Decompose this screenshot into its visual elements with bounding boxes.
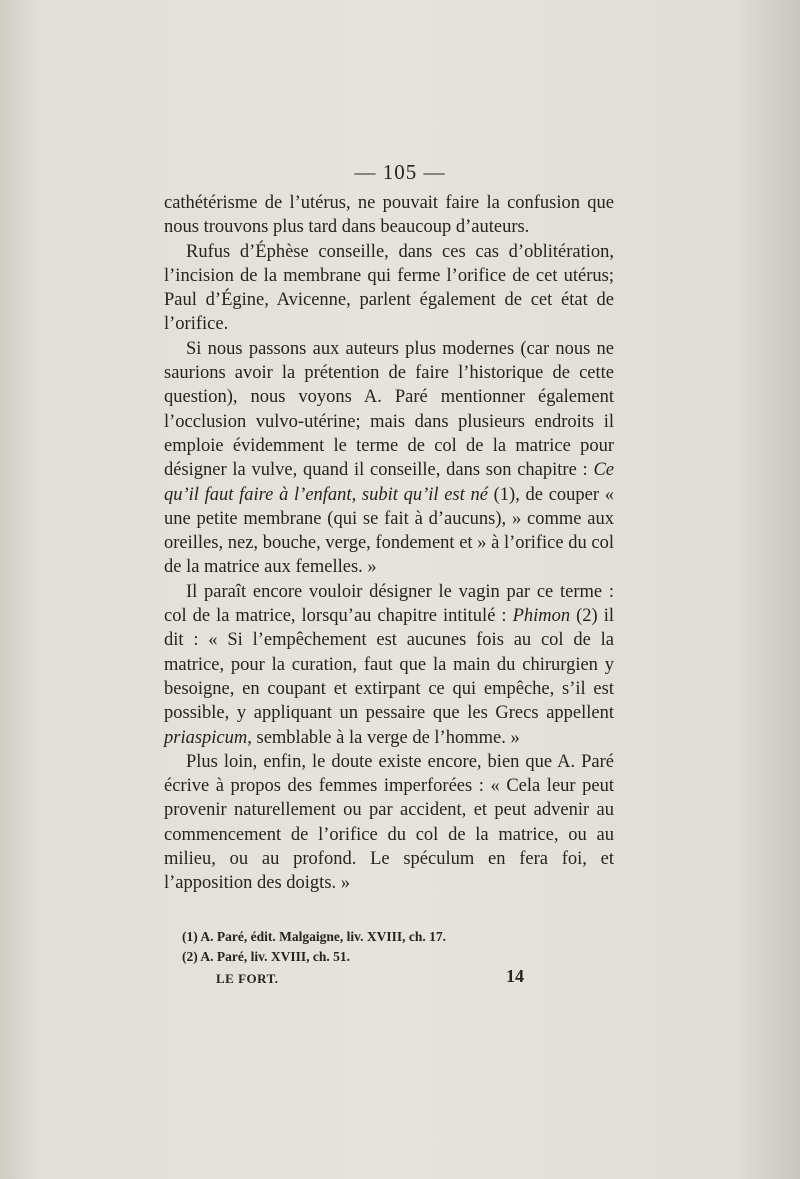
footnote: (1) A. Paré, édit. Malgaigne, liv. XVIII, ch. 17. — [182, 929, 446, 944]
italic-text: Ce qu’il faut faire à l’enfant, subit qu’il est né — [164, 460, 614, 505]
text-run: , semblable à la verge de l’homme. » — [247, 727, 520, 748]
text-run: (1), de couper « une petite membrane (qui se fait à d’aucuns), » comme aux oreilles, nez, bouche, verge, fondement et » à l’orifice du col de la matrice aux femelles. » — [164, 484, 614, 578]
text-run: cathétérisme de l’utérus, ne pouvait faire la confusion que nous trouvons plus tard dans beaucoup d’auteurs. — [164, 193, 614, 238]
paragraph — [164, 191, 614, 240]
footnote: (2) A. Paré, liv. XVIII, ch. 51. — [182, 949, 350, 964]
paragraph — [164, 337, 614, 580]
page-number: — 105 — — [354, 160, 446, 184]
body-text — [164, 191, 614, 896]
paragraph — [164, 750, 614, 896]
text-run: Si nous passons aux auteurs plus modernes (car nous ne saurions avoir la prétention de faire l’historique de cette question), nous voyons A. Paré mentionner également l’occlusion vulvo-utérine; mais dans plusieurs endroits il emploie évidemment le terme de col de la matrice pour désigner la vulve, quand il conseille, dans son chapitre : — [164, 338, 614, 481]
text-run: Rufus d’Éphèse conseille, dans ces cas d’oblitération, l’incision de la membrane qui ferme l’orifice de cet utérus; Paul d’Égine, Avicenne, parlent également de cet état de l’orifice. — [164, 241, 614, 335]
signature-mark: LE FORT. — [216, 971, 279, 986]
paragraph — [164, 580, 614, 750]
italic-text: Phimon — [512, 606, 571, 627]
sheet-number: 14 — [506, 966, 524, 986]
text-run: Plus loin, enfin, le doute existe encore, bien que A. Paré écrive à propos des femmes imperforées : « Cela leur peut provenir naturellement ou par accident, et peut advenir au commencement de l’orifice du col de la matrice, ou au milieu, ou au profond. Le spéculum en fera foi, et l’apposition des doigts. » — [164, 751, 614, 894]
italic-text: priaspicum — [164, 727, 248, 748]
text-run: (2) il dit : « Si l’empêchement est aucunes fois au col de la matrice, pour la curation, faut que la main du chirurgien y besoigne, en coupant et extirpant ce qui empêche, s’il est possible, y appliquant un pessaire que les Grecs appellent — [164, 606, 614, 724]
footnotes — [182, 927, 622, 967]
paragraph — [164, 240, 614, 337]
text-run: Il paraît encore vouloir désigner le vagin par ce terme : col de la matrice, lorsqu’au chapitre intitulé : — [164, 581, 614, 627]
